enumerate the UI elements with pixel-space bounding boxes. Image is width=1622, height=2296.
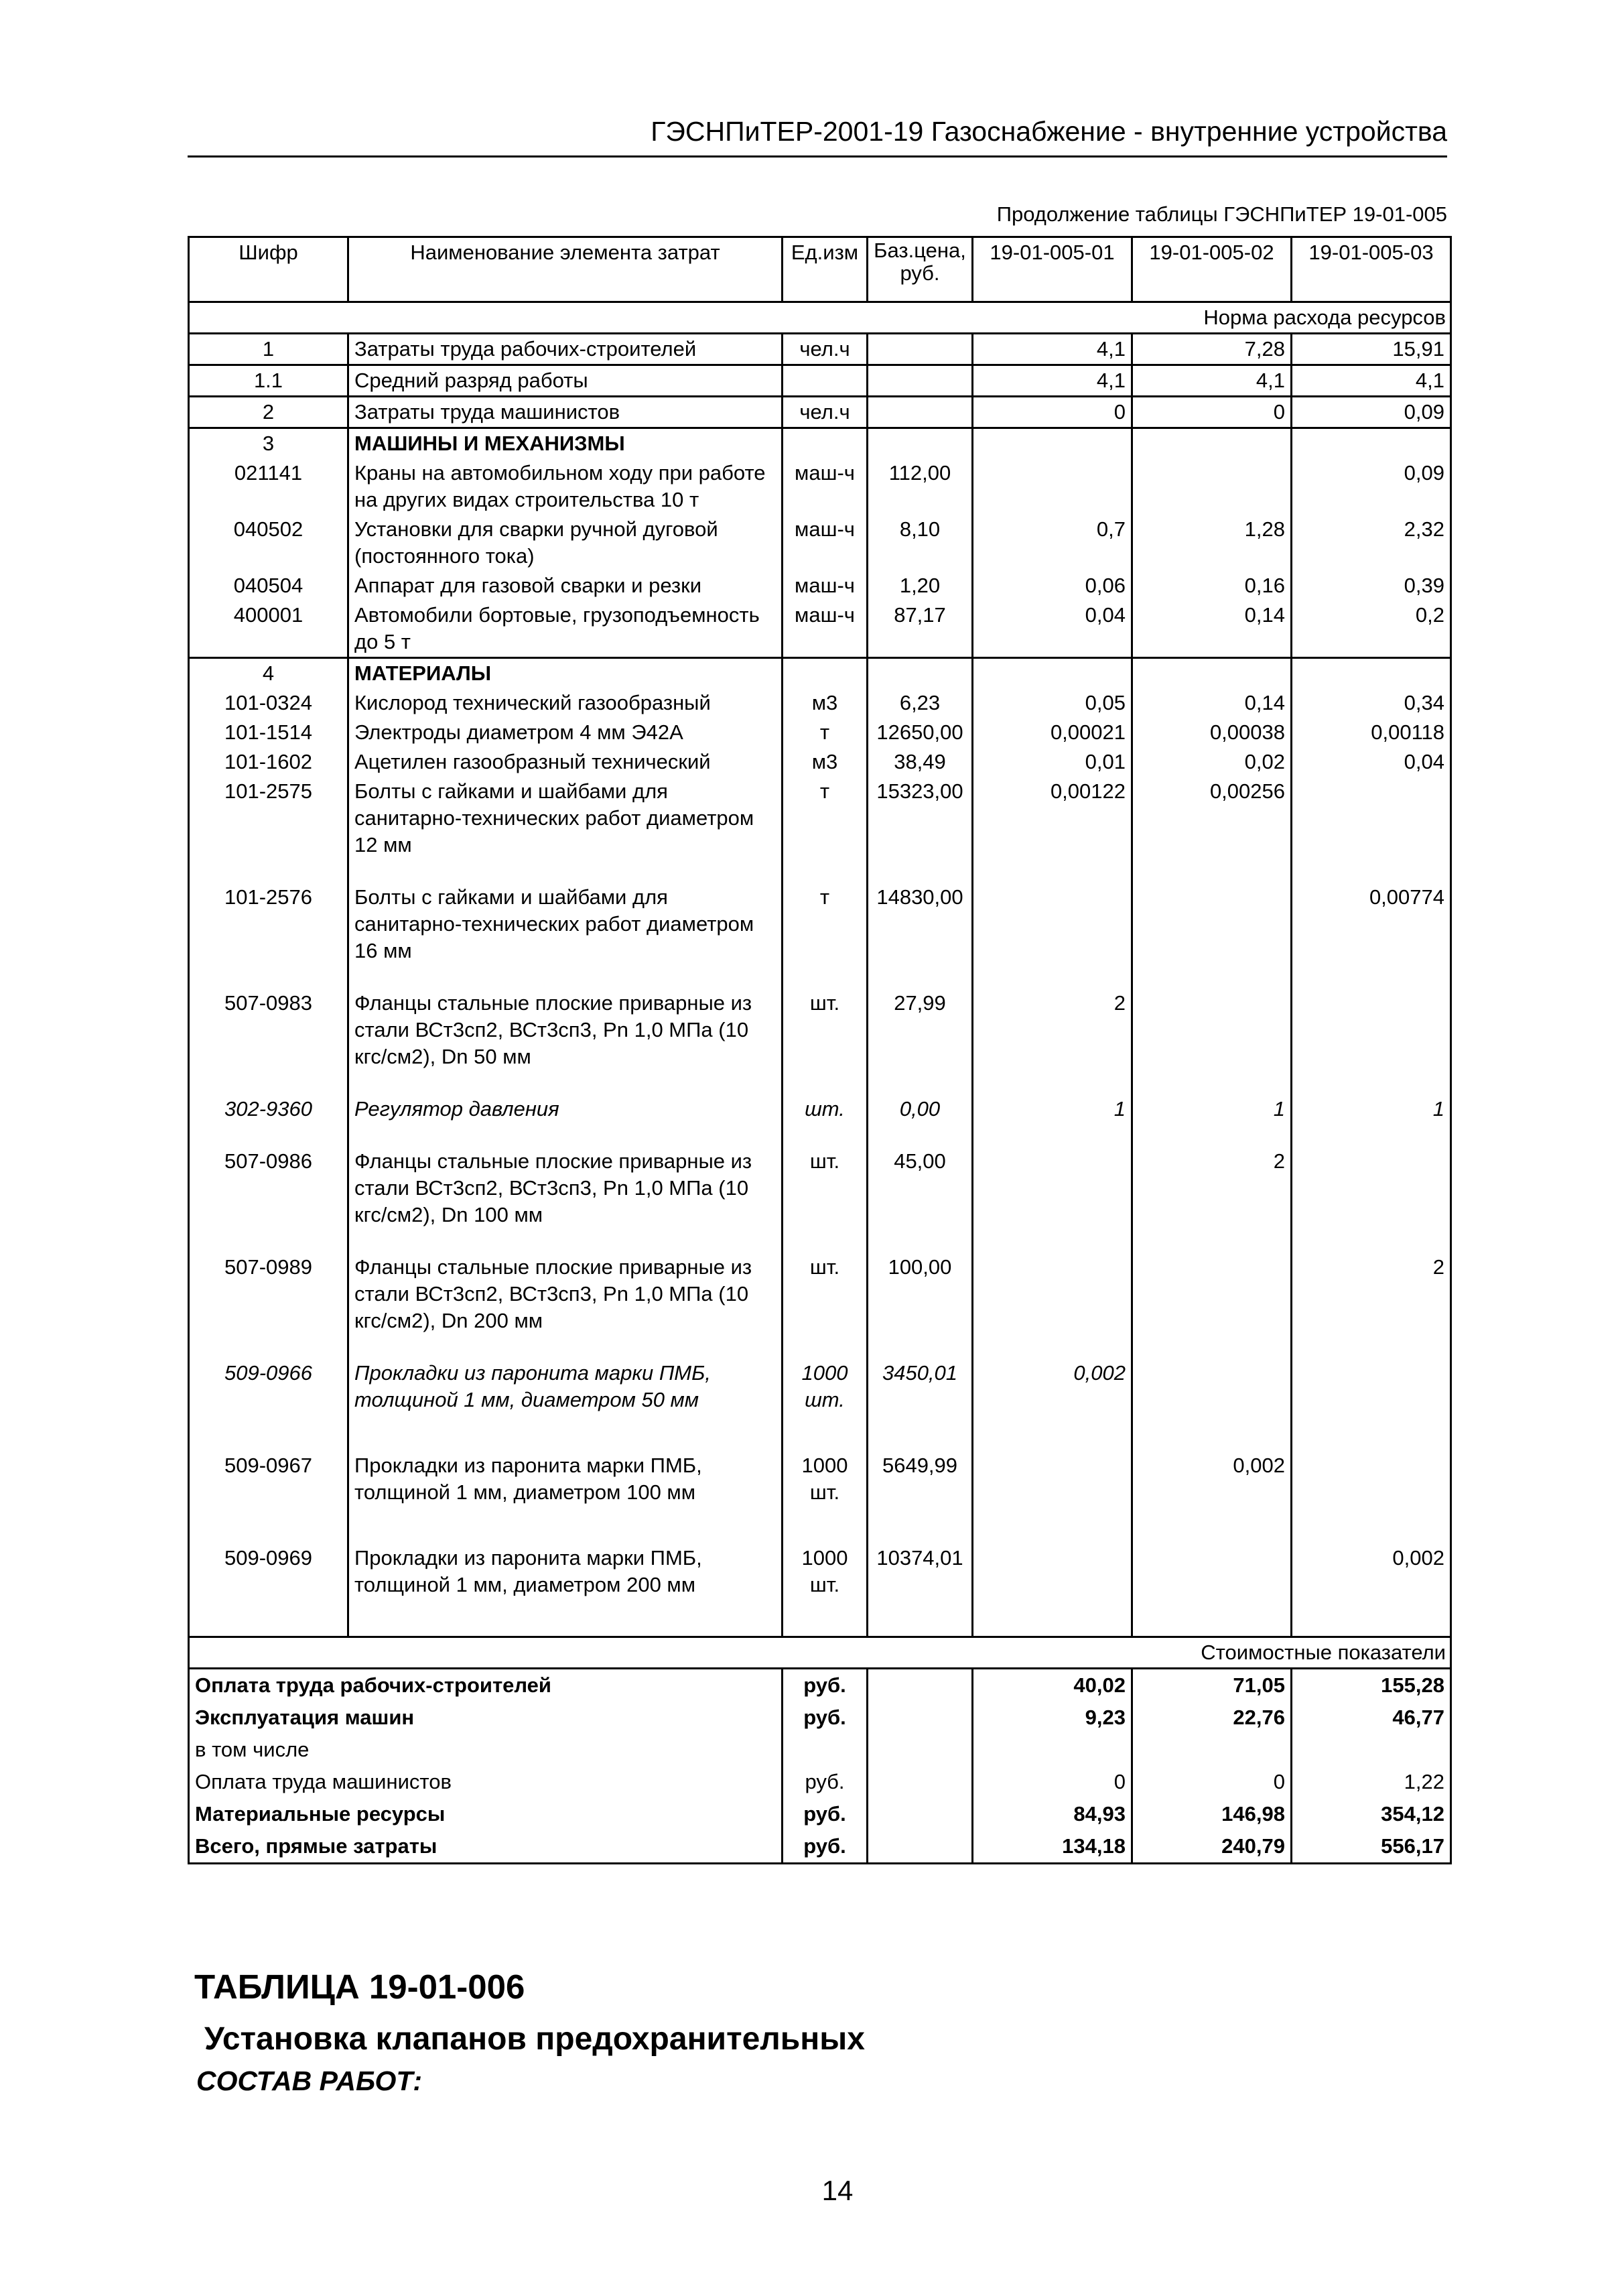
- row-price: 45,00: [868, 1147, 973, 1253]
- table-row: [189, 777, 1451, 883]
- row-v2: 2: [1132, 1147, 1292, 1253]
- row-price: [868, 428, 973, 459]
- row-name: Затраты труда рабочих-строителей: [348, 334, 783, 365]
- row-v3: 0,04: [1292, 747, 1451, 777]
- row-name: Болты с гайками и шайбами для санитарно-технических работ диаметром 12 мм: [348, 777, 783, 883]
- row-code: 509-0966: [189, 1358, 348, 1451]
- cost-unit: руб.: [783, 1830, 868, 1864]
- row-v2: [1132, 1253, 1292, 1358]
- row-code: 3: [189, 428, 348, 459]
- cost-unit: руб.: [783, 1798, 868, 1830]
- row-unit: [783, 658, 868, 689]
- row-price: 8,10: [868, 515, 973, 571]
- table-row: [189, 883, 1451, 988]
- cost-v2: 146,98: [1132, 1798, 1292, 1830]
- row-price: 27,99: [868, 988, 973, 1094]
- table-row: [189, 1358, 1451, 1451]
- row-price: 112,00: [868, 458, 973, 515]
- table-row: [189, 718, 1451, 747]
- row-unit: шт.: [783, 1147, 868, 1253]
- row-price: 0,00: [868, 1094, 973, 1147]
- row-v2: 0,16: [1132, 571, 1292, 600]
- table-row: [189, 1094, 1451, 1147]
- row-code: 1: [189, 334, 348, 365]
- header-v1: 19-01-005-01: [973, 237, 1132, 302]
- row-code: 302-9360: [189, 1094, 348, 1147]
- table-row: [189, 1451, 1451, 1543]
- table-continuation-note: Продолжение таблицы ГЭСНПиТЕР 19-01-005: [996, 202, 1447, 226]
- cost-unit: [783, 1734, 868, 1766]
- row-v3: 1: [1292, 1094, 1451, 1147]
- header-price: Баз.цена, руб.: [868, 237, 973, 302]
- row-v2: 1,28: [1132, 515, 1292, 571]
- row-v1: [973, 458, 1132, 515]
- cost-v1: 40,02: [973, 1669, 1132, 1702]
- row-unit: м3: [783, 747, 868, 777]
- row-name: Краны на автомобильном ходу при работе на других видах строительства 10 т: [348, 458, 783, 515]
- row-v1: [973, 1451, 1132, 1543]
- row-code: 101-1514: [189, 718, 348, 747]
- row-unit: чел.ч: [783, 397, 868, 428]
- row-v1: 0,04: [973, 600, 1132, 658]
- row-code: 400001: [189, 600, 348, 658]
- cost-v1: 9,23: [973, 1702, 1132, 1734]
- section-row-materials: [189, 658, 1451, 689]
- row-name: Затраты труда машинистов: [348, 397, 783, 428]
- row-v2: 0,00038: [1132, 718, 1292, 747]
- row-name: Электроды диаметром 4 мм Э42А: [348, 718, 783, 747]
- row-unit: м3: [783, 688, 868, 718]
- row-name: Болты с гайками и шайбами для санитарно-технических работ диаметром 16 мм: [348, 883, 783, 988]
- row-v3: 15,91: [1292, 334, 1451, 365]
- row-v3: 2,32: [1292, 515, 1451, 571]
- row-v2: [1132, 988, 1292, 1094]
- row-v1: 0,01: [973, 747, 1132, 777]
- row-v2: 0,02: [1132, 747, 1292, 777]
- row-unit: шт.: [783, 988, 868, 1094]
- row-unit: маш-ч: [783, 515, 868, 571]
- cost-v3: 46,77: [1292, 1702, 1451, 1734]
- row-v3: 0,34: [1292, 688, 1451, 718]
- row-v1: 0,05: [973, 688, 1132, 718]
- row-v2: [1132, 458, 1292, 515]
- table-row: [189, 1147, 1451, 1253]
- row-price: [868, 658, 973, 689]
- row-price: [868, 397, 973, 428]
- next-table-title: ТАБЛИЦА 19-01-006: [194, 1968, 525, 2006]
- row-v1: [973, 1543, 1132, 1637]
- cost-v3: 155,28: [1292, 1669, 1451, 1702]
- norm-band-row: [189, 302, 1451, 334]
- row-price: 3450,01: [868, 1358, 973, 1451]
- row-code: 509-0969: [189, 1543, 348, 1637]
- row-v2: 0,00256: [1132, 777, 1292, 883]
- cost-row: [189, 1669, 1451, 1702]
- row-unit: т: [783, 883, 868, 988]
- row-unit: маш-ч: [783, 571, 868, 600]
- table-header-row: [189, 237, 1451, 302]
- table-row: [189, 397, 1451, 428]
- table-row: [189, 747, 1451, 777]
- header-v2: 19-01-005-02: [1132, 237, 1292, 302]
- row-name: Прокладки из паронита марки ПМБ, толщиной 1 мм, диаметром 100 мм: [348, 1451, 783, 1543]
- cost-row-total: [189, 1830, 1451, 1864]
- cost-v2: [1132, 1734, 1292, 1766]
- cost-row: [189, 1798, 1451, 1830]
- row-unit: чел.ч: [783, 334, 868, 365]
- cost-price-empty: [868, 1702, 973, 1734]
- table-row: [189, 334, 1451, 365]
- row-v1: 0,00021: [973, 718, 1132, 747]
- row-code: 021141: [189, 458, 348, 515]
- row-unit: шт.: [783, 1094, 868, 1147]
- row-code: 1.1: [189, 365, 348, 397]
- row-v1: [973, 1253, 1132, 1358]
- row-unit: 1000 шт.: [783, 1358, 868, 1451]
- table-row: [189, 458, 1451, 515]
- row-unit: [783, 428, 868, 459]
- row-name: Кислород технический газообразный: [348, 688, 783, 718]
- row-name: Фланцы стальные плоские приварные из стали ВСт3сп2, ВСт3сп3, Pn 1,0 МПа (10 кгс/см2), Dn 50 мм: [348, 988, 783, 1094]
- cost-name: в том числе: [189, 1734, 783, 1766]
- row-v3: [1292, 1451, 1451, 1543]
- row-name: Прокладки из паронита марки ПМБ, толщиной 1 мм, диаметром 200 мм: [348, 1543, 783, 1637]
- work-composition-heading: СОСТАВ РАБОТ:: [196, 2065, 423, 2096]
- cost-v3: 354,12: [1292, 1798, 1451, 1830]
- row-v2: 0,14: [1132, 600, 1292, 658]
- row-unit: т: [783, 718, 868, 747]
- row-v3: 0,09: [1292, 458, 1451, 515]
- row-v3: 0,00118: [1292, 718, 1451, 747]
- table-row: [189, 1543, 1451, 1637]
- table-row: [189, 515, 1451, 571]
- row-code: 2: [189, 397, 348, 428]
- row-name: Фланцы стальные плоские приварные из стали ВСт3сп2, ВСт3сп3, Pn 1,0 МПа (10 кгс/см2), Dn 100 мм: [348, 1147, 783, 1253]
- cost-unit: руб.: [783, 1702, 868, 1734]
- cost-v2: 240,79: [1132, 1830, 1292, 1864]
- cost-name: Оплата труда рабочих-строителей: [189, 1669, 783, 1702]
- row-unit: шт.: [783, 1253, 868, 1358]
- row-name: Регулятор давления: [348, 1094, 783, 1147]
- header-name: Наименование элемента затрат: [348, 237, 783, 302]
- cost-unit: руб.: [783, 1669, 868, 1702]
- cost-band-row: [189, 1637, 1451, 1669]
- row-v2: [1132, 1543, 1292, 1637]
- row-v2: [1132, 428, 1292, 459]
- row-v1: 0,002: [973, 1358, 1132, 1451]
- row-price: [868, 365, 973, 397]
- cost-row: [189, 1734, 1451, 1766]
- cost-price-empty: [868, 1669, 973, 1702]
- row-v1: 1: [973, 1094, 1132, 1147]
- row-v3: 2: [1292, 1253, 1451, 1358]
- row-v1: 0: [973, 397, 1132, 428]
- page-number: 14: [821, 2175, 854, 2206]
- cost-price-empty: [868, 1734, 973, 1766]
- row-code: 101-0324: [189, 688, 348, 718]
- cost-v1: 0: [973, 1766, 1132, 1798]
- row-code: 507-0986: [189, 1147, 348, 1253]
- row-v3: [1292, 777, 1451, 883]
- row-code: 509-0967: [189, 1451, 348, 1543]
- row-v1: [973, 428, 1132, 459]
- row-unit: маш-ч: [783, 458, 868, 515]
- row-name: Прокладки из паронита марки ПМБ, толщиной 1 мм, диаметром 50 мм: [348, 1358, 783, 1451]
- next-table-subtitle: Установка клапанов предохранительных: [204, 2021, 865, 2057]
- row-code: 101-2575: [189, 777, 348, 883]
- table-row: [189, 988, 1451, 1094]
- section-title: МАШИНЫ И МЕХАНИЗМЫ: [348, 428, 783, 459]
- section-title: МАТЕРИАЛЫ: [348, 658, 783, 689]
- row-v2: [1132, 1358, 1292, 1451]
- table-row: [189, 688, 1451, 718]
- resource-norms-table: [188, 236, 1452, 1864]
- row-price: 6,23: [868, 688, 973, 718]
- cost-v3: [1292, 1734, 1451, 1766]
- row-v3: 0,00774: [1292, 883, 1451, 988]
- row-v1: 4,1: [973, 365, 1132, 397]
- header-unit: Ед.изм: [783, 237, 868, 302]
- row-code: 101-2576: [189, 883, 348, 988]
- cost-name: Материальные ресурсы: [189, 1798, 783, 1830]
- running-header: ГЭСНПиТЕР-2001-19 Газоснабжение - внутренние устройства: [188, 114, 1447, 157]
- row-v1: 0,06: [973, 571, 1132, 600]
- row-name: Фланцы стальные плоские приварные из стали ВСт3сп2, ВСт3сп3, Pn 1,0 МПа (10 кгс/см2), Dn 200 мм: [348, 1253, 783, 1358]
- table-row: [189, 600, 1451, 658]
- row-v3: 0,09: [1292, 397, 1451, 428]
- row-unit: маш-ч: [783, 600, 868, 658]
- row-code: 507-0989: [189, 1253, 348, 1358]
- row-v1: 0,7: [973, 515, 1132, 571]
- table-row: [189, 1253, 1451, 1358]
- cost-name: Оплата труда машинистов: [189, 1766, 783, 1798]
- norm-band-label: Норма расхода ресурсов: [189, 302, 1451, 334]
- section-row-machines: [189, 428, 1451, 459]
- row-v3: 0,002: [1292, 1543, 1451, 1637]
- row-price: 5649,99: [868, 1451, 973, 1543]
- row-v1: 0,00122: [973, 777, 1132, 883]
- row-v2: 0: [1132, 397, 1292, 428]
- cost-v1: 134,18: [973, 1830, 1132, 1864]
- row-price: 38,49: [868, 747, 973, 777]
- row-price: 14830,00: [868, 883, 973, 988]
- cost-v1: [973, 1734, 1132, 1766]
- header-code: Шифр: [189, 237, 348, 302]
- row-v2: 1: [1132, 1094, 1292, 1147]
- row-v2: 0,002: [1132, 1451, 1292, 1543]
- row-price: 15323,00: [868, 777, 973, 883]
- cost-price-empty: [868, 1798, 973, 1830]
- row-unit: 1000 шт.: [783, 1543, 868, 1637]
- row-v2: 7,28: [1132, 334, 1292, 365]
- cost-band-label: Стоимостные показатели: [189, 1637, 1451, 1669]
- row-unit: т: [783, 777, 868, 883]
- row-v3: [1292, 428, 1451, 459]
- row-name: Средний разряд работы: [348, 365, 783, 397]
- row-v2: [1132, 658, 1292, 689]
- row-v3: [1292, 1358, 1451, 1451]
- cost-v1: 84,93: [973, 1798, 1132, 1830]
- cost-v2: 22,76: [1132, 1702, 1292, 1734]
- row-v3: 0,2: [1292, 600, 1451, 658]
- row-v1: [973, 883, 1132, 988]
- row-price: 12650,00: [868, 718, 973, 747]
- row-v3: [1292, 1147, 1451, 1253]
- row-code: 101-1602: [189, 747, 348, 777]
- cost-v3: 1,22: [1292, 1766, 1451, 1798]
- row-unit: 1000 шт.: [783, 1451, 868, 1543]
- cost-unit: руб.: [783, 1766, 868, 1798]
- header-v3: 19-01-005-03: [1292, 237, 1451, 302]
- row-code: 040504: [189, 571, 348, 600]
- cost-v2: 0: [1132, 1766, 1292, 1798]
- row-name: Аппарат для газовой сварки и резки: [348, 571, 783, 600]
- cost-name: Всего, прямые затраты: [189, 1830, 783, 1864]
- row-code: 4: [189, 658, 348, 689]
- row-v1: 4,1: [973, 334, 1132, 365]
- row-v2: [1132, 883, 1292, 988]
- row-price: [868, 334, 973, 365]
- row-price: 1,20: [868, 571, 973, 600]
- row-name: Автомобили бортовые, грузоподъемность до 5 т: [348, 600, 783, 658]
- row-name: Установки для сварки ручной дуговой (постоянного тока): [348, 515, 783, 571]
- row-v2: 4,1: [1132, 365, 1292, 397]
- row-name: Ацетилен газообразный технический: [348, 747, 783, 777]
- cost-v3: 556,17: [1292, 1830, 1451, 1864]
- row-price: 100,00: [868, 1253, 973, 1358]
- cost-price-empty: [868, 1766, 973, 1798]
- row-code: 040502: [189, 515, 348, 571]
- row-price: 10374,01: [868, 1543, 973, 1637]
- row-v2: 0,14: [1132, 688, 1292, 718]
- cost-row: [189, 1702, 1451, 1734]
- row-v3: [1292, 658, 1451, 689]
- cost-name: Эксплуатация машин: [189, 1702, 783, 1734]
- table-row: [189, 571, 1451, 600]
- row-v1: [973, 658, 1132, 689]
- cost-price-empty: [868, 1830, 973, 1864]
- row-v3: 0,39: [1292, 571, 1451, 600]
- row-code: 507-0983: [189, 988, 348, 1094]
- row-v3: [1292, 988, 1451, 1094]
- row-v3: 4,1: [1292, 365, 1451, 397]
- table-row: [189, 365, 1451, 397]
- cost-v2: 71,05: [1132, 1669, 1292, 1702]
- cost-row: [189, 1766, 1451, 1798]
- row-price: 87,17: [868, 600, 973, 658]
- row-v1: [973, 1147, 1132, 1253]
- row-unit: [783, 365, 868, 397]
- row-v1: 2: [973, 988, 1132, 1094]
